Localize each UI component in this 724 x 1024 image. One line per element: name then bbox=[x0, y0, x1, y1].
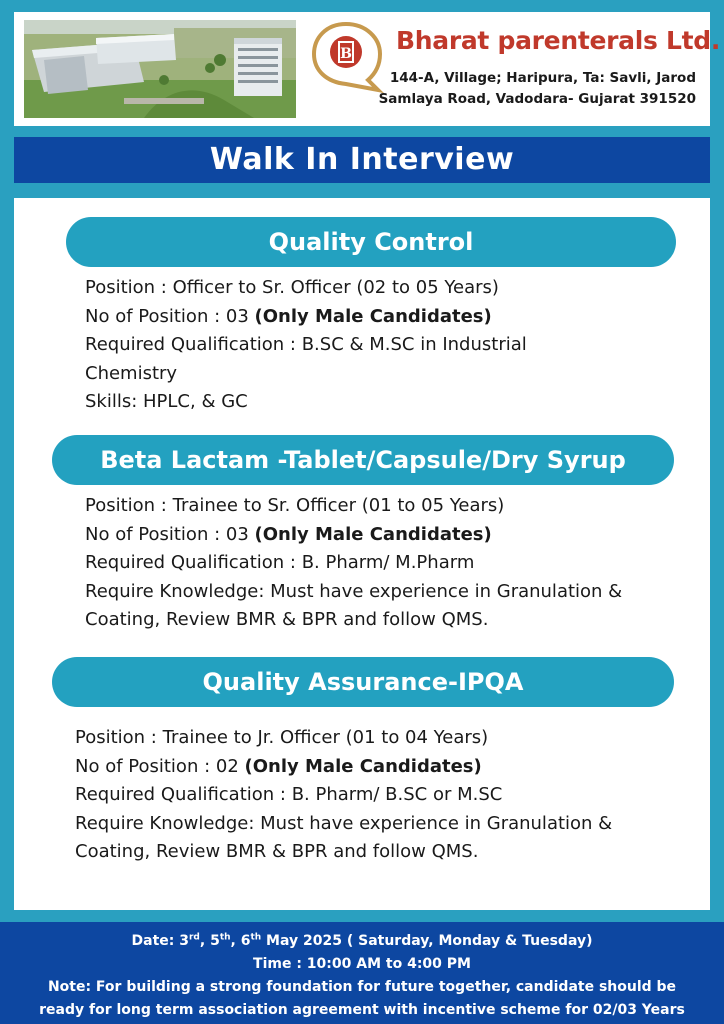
section-quality-control-details bbox=[85, 274, 527, 417]
header bbox=[14, 12, 721, 126]
section-heading-beta-lactam: Beta Lactam -Tablet/Capsule/Dry Syrup bbox=[52, 435, 674, 485]
address-line-2: Samlaya Road, Vadodara- Gujarat 391520 bbox=[378, 91, 696, 107]
knowledge-text: Require Knowledge: Must have experience in Granulation & bbox=[75, 812, 613, 834]
knowledge-text: Require Knowledge: Must have experience in Granulation & bbox=[85, 580, 623, 602]
position-text: Position : Trainee to Sr. Officer (01 to 05 Years) bbox=[85, 495, 505, 516]
section-heading-quality-assurance: Quality Assurance-IPQA bbox=[52, 657, 674, 707]
qualification-text: Required Qualification : B. Pharm/ B.SC or M.SC bbox=[75, 784, 503, 805]
logo-letter: B bbox=[340, 46, 352, 62]
company-name: Bharat parenterals Ltd. bbox=[396, 26, 721, 55]
title-bar bbox=[14, 137, 710, 183]
position-text: Position : Officer to Sr. Officer (02 to 05 Years) bbox=[85, 277, 499, 298]
no-of-position-text: No of Position : 03 (Only Male Candidates) bbox=[85, 523, 492, 545]
qualification-text-cont: Chemistry bbox=[85, 362, 178, 384]
section-beta-lactam-details bbox=[85, 492, 622, 635]
content-panel bbox=[14, 198, 710, 910]
company-address bbox=[379, 68, 696, 110]
section-heading-quality-control: Quality Control bbox=[66, 217, 676, 267]
note-line-1: Note: For building a strong foundation for future together, candidate should be bbox=[47, 979, 677, 995]
male-candidates-note: (Only Male Candidates) bbox=[254, 523, 492, 545]
factory-photo bbox=[24, 20, 296, 118]
qualification-text: Required Qualification : B.SC & M.SC in Industrial bbox=[85, 334, 527, 355]
interview-time: Time : 10:00 AM to 4:00 PM bbox=[253, 956, 471, 972]
interview-date: Date: 3rd, 5th, 6th May 2025 ( Saturday, Monday & Tuesday) bbox=[131, 932, 593, 949]
section-quality-assurance-details bbox=[75, 724, 612, 867]
male-candidates-note: (Only Male Candidates) bbox=[254, 305, 492, 327]
male-candidates-note: (Only Male Candidates) bbox=[244, 755, 482, 777]
no-of-position-text: No of Position : 03 (Only Male Candidates) bbox=[85, 305, 492, 327]
footer bbox=[0, 922, 724, 1024]
address-line-1: 144-A, Village; Haripura, Ta: Savli, Jarod bbox=[389, 70, 696, 86]
page-title: Walk In Interview bbox=[209, 142, 515, 177]
no-of-position-text: No of Position : 02 (Only Male Candidates) bbox=[75, 755, 482, 777]
company-logo bbox=[306, 18, 386, 98]
knowledge-text-cont: Coating, Review BMR & BPR and follow QMS. bbox=[85, 609, 489, 630]
position-text: Position : Trainee to Jr. Officer (01 to 04 Years) bbox=[75, 727, 489, 748]
skills-text: Skills: HPLC, & GC bbox=[85, 391, 248, 412]
knowledge-text-cont: Coating, Review BMR & BPR and follow QMS. bbox=[75, 841, 479, 862]
qualification-text: Required Qualification : B. Pharm/ M.Pharm bbox=[85, 552, 475, 573]
note-line-2: ready for long term association agreement with incentive scheme for 02/03 Years bbox=[39, 1002, 685, 1018]
